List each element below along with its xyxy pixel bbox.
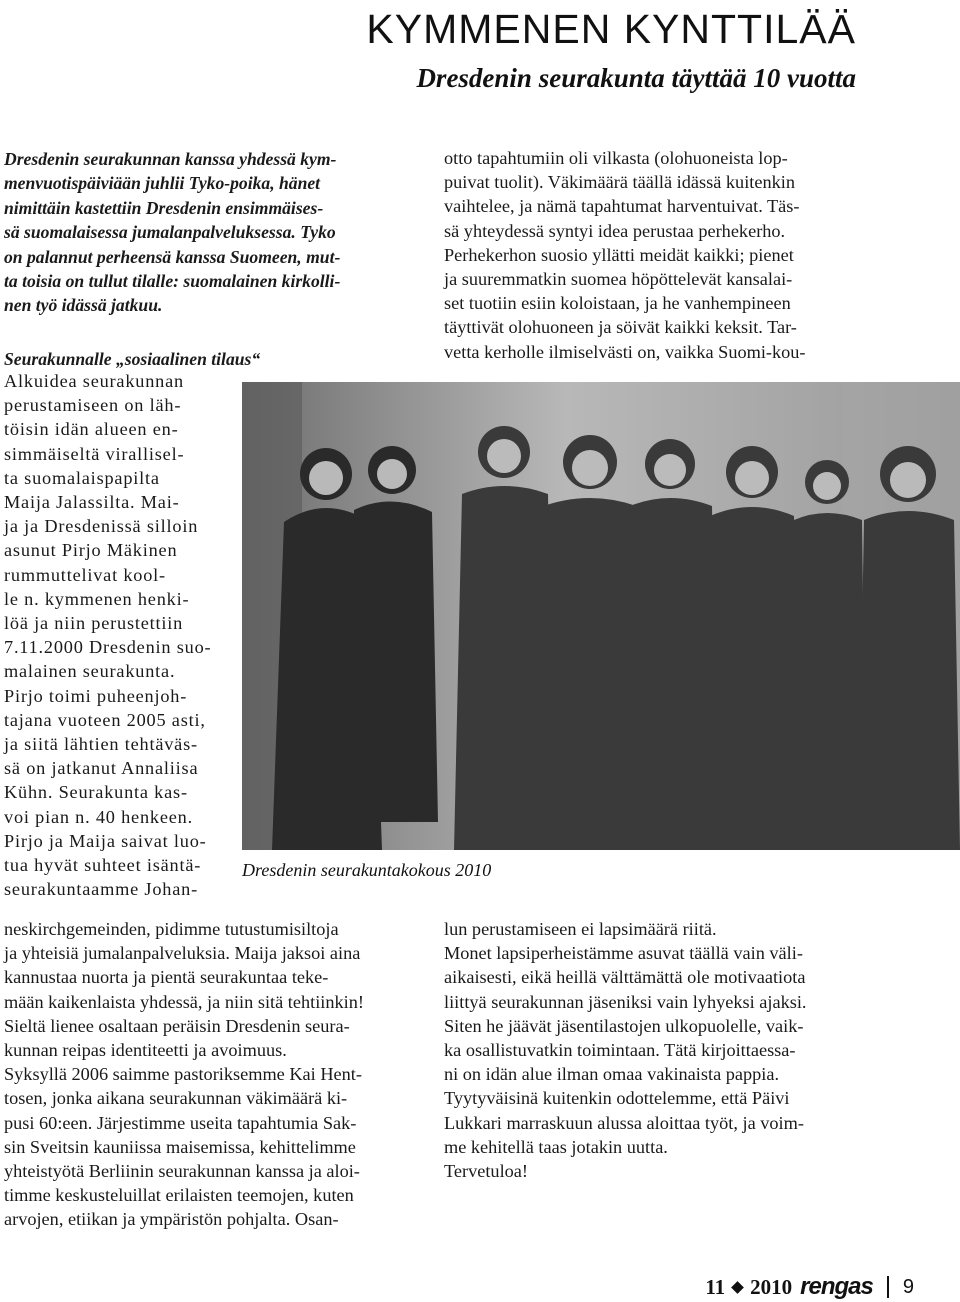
text-line: Dresdenin seurakunnan kanssa yhdessä kym-	[4, 149, 337, 169]
text-line: Syksyllä 2006 saimme pastoriksemme Kai Hent-	[4, 1064, 362, 1085]
text-line: simmäiseltä virallisel-	[4, 443, 185, 464]
text-line: malainen seurakunta.	[4, 661, 176, 682]
text-line: vaihtelee, ja nämä tapahtumat harventuivat. Täs-	[444, 196, 800, 217]
text-line: löä ja niin perustettiin	[4, 613, 184, 633]
text-line: me kehitellä taas jotakin uutta.	[444, 1136, 668, 1157]
text-line: nen työ idässä jatkuu.	[4, 295, 163, 316]
text-line: ja suuremmatkin suomea höpöttelevät kansalai-	[444, 269, 793, 289]
text-line: liittyä seurakunnan jäseniksi vain lyhyeksi ajaksi.	[444, 991, 807, 1012]
text-line: tua hyvät suhteet isäntä-	[4, 855, 202, 875]
text-line: ja yhteisiä jumalanpalveluksia. Maija jaksoi aina	[4, 943, 361, 964]
text-line: ta suomalaispapilta	[4, 467, 160, 488]
text-line: ka osallistuvatkin toimintaan. Tätä kirjoittaessa-	[444, 1040, 796, 1060]
text-line: on palannut perheensä kanssa Suomeen, mut-	[4, 246, 341, 267]
text-line: Siten he jäävät jäsentilastojen ulkopuolelle, vaik-	[444, 1015, 804, 1036]
issue-year: 2010	[750, 1274, 793, 1299]
text-line: sä suomalaisessa jumalanpalveluksessa. Tyko	[4, 222, 336, 243]
text-line: sin Sveitsin kauniissa maisemissa, kehittelimme	[4, 1136, 356, 1157]
text-line: Sieltä lienee osaltaan peräisin Dresdenin seura-	[4, 1015, 350, 1036]
group-photo	[242, 382, 960, 850]
text-line: le n. kymmenen henki-	[4, 588, 190, 609]
text-line: menvuotispäiviään juhlii Tyko-poika, hänet	[4, 173, 321, 194]
text-line: Lukkari marraskuun alussa aloittaa työt, ja voim-	[444, 1112, 804, 1133]
page-number: 9	[902, 1275, 914, 1298]
text-line: Tyytyväisinä kuitenkin odottelemme, että Päivi	[444, 1088, 790, 1109]
section-heading: Seurakunnalle „sosiaalinen tilaus“	[4, 349, 261, 369]
divider	[887, 1276, 889, 1298]
text-line: asunut Pirjo Mäkinen	[4, 540, 178, 561]
text-line: lun perustamiseen ei lapsimäärä riitä.	[444, 919, 717, 939]
text-line: Tervetuloa!	[444, 1161, 528, 1181]
text-line: sä on jatkanut Annaliisa	[4, 758, 199, 779]
text-line: Pirjo ja Maija saivat luo-	[4, 830, 207, 851]
text-line: seurakuntaamme Johan-	[4, 879, 198, 900]
text-line: tajana vuoteen 2005 asti,	[4, 709, 206, 730]
text-line: Monet lapsiperheistämme asuvat täällä vain väli-	[444, 943, 803, 964]
text-line: töisin idän alueen en-	[4, 419, 179, 440]
text-line: täyttivät olohuoneen ja söivät kaikki keksit. Tar-	[444, 317, 797, 338]
text-line: nimittäin kastettiin Dresdenin ensimmäises-	[4, 197, 324, 218]
text-line: otto tapahtumiin oli vilkasta (olohuoneista lop-	[444, 148, 788, 168]
article-subtitle: Dresdenin seurakunta täyttää 10 vuotta	[416, 63, 856, 93]
text-line: Pirjo toimi puheenjoh-	[4, 685, 188, 706]
text-line: yhteistyötä Berliinin seurakunnan kanssa ja aloi-	[4, 1161, 360, 1181]
text-line: kannustaa nuorta ja pientä seurakuntaa teke-	[4, 967, 329, 988]
text-line: voi pian n. 40 henkeen.	[4, 806, 193, 827]
text-line: Alkuidea seurakunnan	[4, 371, 184, 391]
text-line: arvojen, etiikan ja ympäristön pohjalta. Osan-	[4, 1209, 339, 1230]
text-line: Perhekerhon suosio yllätti meidät kaikki; pienet	[444, 244, 794, 265]
page-footer	[705, 1272, 914, 1302]
text-line: neskirchgemeinden, pidimme tutustumisiltoja	[4, 919, 339, 939]
issue-number: 11	[705, 1274, 726, 1299]
text-line: kunnan reipas identiteetti ja avoimuus.	[4, 1040, 287, 1060]
text-line: ja siitä lähtien tehtäväs-	[4, 734, 198, 754]
text-line: set tuotiin esiin koloistaan, ja he vanhempineen	[444, 293, 791, 314]
text-line: Kühn. Seurakunta kas-	[4, 782, 188, 803]
text-line: tosen, jonka aikana seurakunnan väkimäärä ki-	[4, 1088, 348, 1109]
text-line: pusi 60:een. Järjestimme useita tapahtumia Sak-	[4, 1112, 357, 1133]
text-line: ja ja Dresdenissä silloin	[4, 516, 199, 537]
text-line: Maija Jalassilta. Mai-	[4, 492, 180, 512]
photo-caption: Dresdenin seurakuntakokous 2010	[242, 860, 492, 880]
text-line: mään kaikenlaista yhdessä, ja niin sitä tehtiinkin!	[4, 991, 364, 1012]
text-line: 7.11.2000 Dresdenin suo-	[4, 637, 212, 658]
diamond-separator-icon	[731, 1281, 744, 1294]
text-line: perustamiseen on läh-	[4, 395, 182, 416]
text-line: vetta kerholle ilmiselvästi on, vaikka Suomi-kou-	[444, 341, 806, 362]
article-title: KYMMENEN KYNTTILÄÄ	[366, 6, 856, 52]
text-line: puivat tuolit). Väkimäärä täällä idässä kuitenkin	[444, 172, 795, 193]
text-line: aikaisesti, eikä heillä välttämättä ole motivaatiota	[444, 967, 806, 988]
text-line: rummuttelivat kool-	[4, 564, 166, 585]
magazine-logo: rengas	[800, 1273, 873, 1300]
text-line: ni on idän alue ilman omaa vakinaista pappia.	[444, 1064, 780, 1085]
text-line: ta toisia on tullut tilalle: suomalainen kirkolli-	[4, 271, 341, 291]
text-line: sä yhteydessä syntyi idea perustaa perhekerho.	[444, 220, 786, 241]
text-line: timme keskusteluillat erilaisten teemojen, kuten	[4, 1185, 354, 1206]
